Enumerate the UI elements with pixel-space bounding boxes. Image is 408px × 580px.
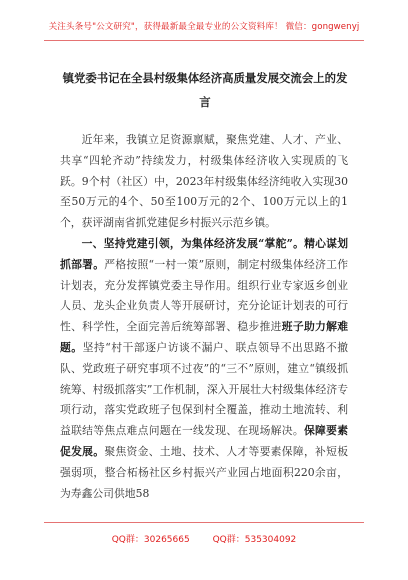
paragraph-text: 坚持“村干部逐户访谈不漏户、联点领导不出思路不撤队、党政班子研究事项不过夜”的“三不”原则，建立“镇级抓统筹、村级抓落实”工作机制，深入开展壮大村级集体经济专项行动，落实党政班子包保到村全覆盖，推动土地流转、利益联结等焦点难点问题在一线发现、在现场解决。 [60, 340, 348, 438]
paragraph-intro [60, 130, 348, 234]
paragraph-text: 严格按照“一村一策”原则，制定村级集体经济工作计划表，充分发挥镇党委主导作用。组织行业专家返乡创业人员、龙头企业负责人等开展研讨，充分论证计划表的可行性、科学性，全面完善后统筹部署、稳步推进 [60, 257, 349, 334]
header-divider [44, 40, 364, 41]
paragraph-section-1 [60, 234, 348, 504]
paragraph-text: 近年来，我镇立足资源禀赋，聚焦党建、人才、产业、共享“四轮齐动”持续发力，村级集体经济收入实现质的飞跃。9个村（社区）中，2023年村级集体经济纯收入实现30至50万元的4个、50至100万元的2个、100万元以上的1个，获评湖南省抓党建促乡村振兴示范乡镇。 [60, 133, 348, 230]
header-banner: 关注头条号"公文研究"，获得最新最全最专业的公文资料库！ 微信：gongwenyj [48, 22, 360, 32]
document-title: 镇党委书记在全县村级集体经济高质量发展交流会上的发言 [62, 71, 348, 109]
section-heading: 一、坚持党建引领，为集体经济发展“掌舵”。精心谋划抓部署。 [60, 236, 348, 271]
footer [0, 532, 408, 545]
footer-divider [44, 522, 364, 523]
bold-lead-in: 班子助力解难题。 [60, 320, 349, 354]
footer-qq-group-2: QQ群：535304092 [212, 535, 297, 545]
document-body [60, 130, 348, 504]
bold-lead-in: 保障要素促发展。 [60, 424, 348, 458]
paragraph-text: 聚焦资金、土地、技术、人才等要素保障，补短板强弱项，整合柘杨社区乡村振兴产业园占地面积220余亩，为寿鑫公司供地58 [60, 444, 349, 500]
footer-qq-group-1: QQ群：30265665 [111, 535, 190, 545]
